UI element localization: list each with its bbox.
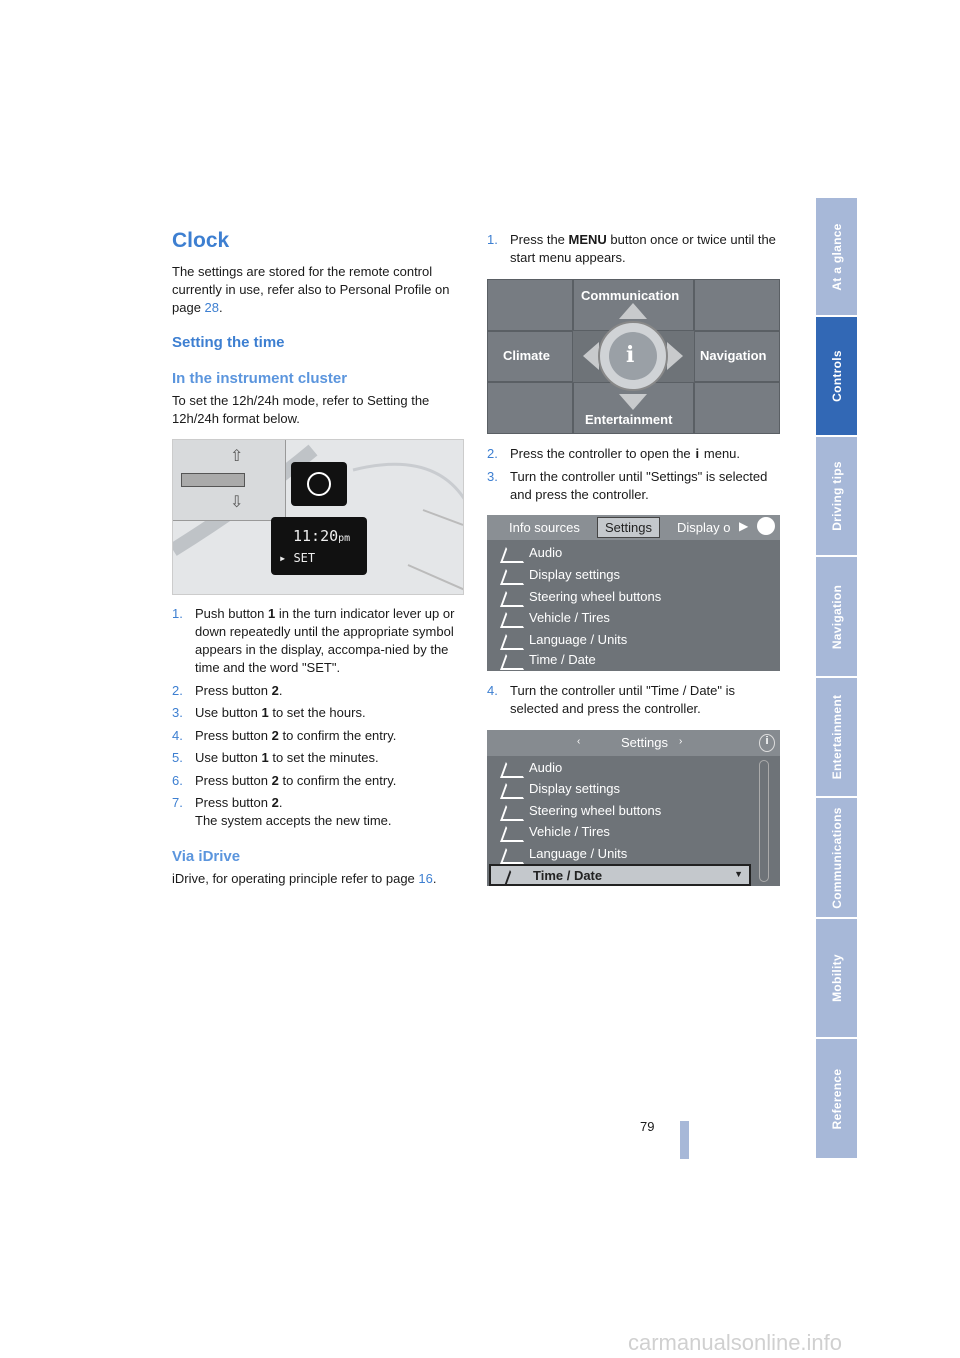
step-pre: Press the bbox=[510, 232, 569, 247]
step-key: 2 bbox=[271, 773, 279, 788]
communication-label: Communication bbox=[581, 288, 680, 303]
sidebar-label: Navigation bbox=[829, 584, 844, 649]
page-link[interactable]: 16 bbox=[418, 871, 433, 886]
clock-symbol-display bbox=[291, 462, 347, 506]
steering-wheel-icon bbox=[500, 591, 530, 607]
step-number: 4. bbox=[172, 728, 183, 743]
step-key: 2 bbox=[271, 728, 279, 743]
language-icon bbox=[500, 634, 530, 650]
step-text: Turn the controller until "Settings" is selected and press the controller. bbox=[510, 469, 768, 502]
info-icon: i bbox=[626, 342, 635, 368]
step-extra: The system accepts the new time. bbox=[195, 813, 392, 828]
step-number: 2. bbox=[487, 446, 498, 461]
page-title: Clock bbox=[172, 229, 230, 252]
step-text bbox=[195, 794, 392, 830]
tab-settings[interactable]: Settings bbox=[597, 517, 660, 538]
list-item-vehicle-tires[interactable] bbox=[487, 608, 780, 630]
tab-info-sources[interactable]: Info sources bbox=[509, 520, 580, 535]
display-icon bbox=[500, 569, 530, 585]
time-value: 11:20 bbox=[293, 527, 339, 545]
page-number: 79 bbox=[640, 1119, 655, 1134]
clock-icon bbox=[500, 654, 530, 670]
vehicle-icon bbox=[500, 612, 530, 628]
item-label: Display settings bbox=[529, 567, 621, 582]
step-5 bbox=[172, 749, 464, 767]
audio-icon bbox=[500, 762, 530, 778]
list-item-steering-wheel-buttons[interactable] bbox=[487, 801, 780, 823]
step-7 bbox=[172, 794, 464, 830]
intro-end: . bbox=[219, 300, 223, 315]
step-4 bbox=[172, 727, 464, 745]
subsection-heading-idrive: Via iDrive bbox=[172, 848, 241, 865]
clock-icon bbox=[307, 472, 331, 496]
list-item-vehicle-tires[interactable] bbox=[487, 822, 780, 844]
step-text bbox=[195, 605, 463, 677]
list-item-language-units[interactable] bbox=[487, 844, 780, 866]
navigation-label: Navigation bbox=[700, 348, 767, 363]
intro-text: The settings are stored for the remote control currently in use, refer also to Personal Profile on page bbox=[172, 264, 450, 315]
item-label: Time / Date bbox=[533, 868, 603, 883]
step-key: 1 bbox=[268, 606, 276, 621]
right-step-2 bbox=[487, 445, 782, 463]
step-number: 1. bbox=[487, 232, 498, 247]
set-label: SET bbox=[293, 551, 316, 565]
idrive-intro-end: . bbox=[432, 871, 437, 886]
step-number: 4. bbox=[487, 683, 498, 698]
step-pre: Use button bbox=[195, 705, 262, 720]
steering-wheel-icon bbox=[500, 805, 530, 821]
sidebar-tab-reference[interactable] bbox=[816, 1039, 857, 1160]
sidebar-label: At a glance bbox=[829, 222, 844, 291]
step-number: 3. bbox=[487, 469, 498, 484]
step-text bbox=[195, 749, 379, 767]
info-menu-icon: i bbox=[695, 446, 700, 461]
step-post: menu. bbox=[700, 446, 741, 461]
step-number: 3. bbox=[172, 705, 183, 720]
subsection-heading: In the instrument cluster bbox=[172, 370, 348, 387]
step-text bbox=[195, 682, 282, 700]
cluster-intro: To set the 12h/24h mode, refer to Setting the 12h/24h format below. bbox=[172, 393, 430, 426]
step-pre: Press button bbox=[195, 795, 272, 810]
idrive-intro bbox=[172, 870, 467, 888]
ampm-value: pm bbox=[338, 533, 351, 544]
step-number: 5. bbox=[172, 750, 183, 765]
arrow-up-icon: ⇧ bbox=[230, 448, 244, 465]
list-item-audio[interactable] bbox=[487, 543, 780, 565]
step-number: 2. bbox=[172, 683, 183, 698]
list-item-display-settings[interactable] bbox=[487, 779, 780, 801]
language-icon bbox=[500, 848, 530, 864]
time-display bbox=[271, 517, 367, 575]
step-post: in the turn indicator lever up or down repeatedly until the appropriate symbol appears in the display, accompa-nied by the time and the word "SET". bbox=[195, 606, 455, 675]
step-3 bbox=[172, 704, 464, 722]
list-item-display-settings[interactable] bbox=[487, 565, 780, 587]
step-post: to confirm the entry. bbox=[278, 728, 397, 743]
right-step-1 bbox=[487, 231, 782, 267]
step-text bbox=[195, 727, 396, 745]
step-pre: Push button bbox=[195, 606, 268, 621]
vehicle-icon bbox=[500, 826, 530, 842]
tab-display[interactable]: Display o bbox=[677, 520, 731, 535]
sidebar-label: Controls bbox=[829, 350, 844, 402]
settings-menu-screen bbox=[487, 730, 780, 886]
step-text: Turn the controller until "Time / Date" is selected and press the controller. bbox=[510, 683, 736, 716]
time-readout bbox=[293, 527, 350, 545]
set-readout: ▸ SET bbox=[279, 551, 316, 565]
sidebar-label: Entertainment bbox=[829, 694, 844, 780]
sidebar-tab-communications[interactable] bbox=[816, 798, 857, 919]
item-label: Vehicle / Tires bbox=[529, 824, 610, 839]
item-label: Steering wheel buttons bbox=[529, 803, 662, 818]
climate-label: Climate bbox=[503, 348, 550, 363]
arrow-down-icon: ⇩ bbox=[230, 494, 244, 511]
page-link[interactable]: 28 bbox=[204, 300, 220, 315]
scroll-down-icon: ▼ bbox=[734, 869, 743, 879]
header-right-arrow-icon[interactable]: › bbox=[679, 736, 683, 747]
lever-inset bbox=[173, 440, 286, 521]
list-item-time-date-selected[interactable] bbox=[489, 864, 751, 886]
item-label: Display settings bbox=[529, 781, 621, 796]
item-label: Steering wheel buttons bbox=[529, 589, 662, 604]
menu-key: MENU bbox=[568, 232, 607, 247]
settings-title: Settings bbox=[621, 735, 668, 750]
sidebar-tab-at-a-glance[interactable] bbox=[816, 198, 857, 317]
item-label: Language / Units bbox=[529, 846, 628, 861]
audio-icon bbox=[500, 547, 530, 563]
start-menu-screen bbox=[487, 279, 780, 434]
turn-indicator-lever bbox=[181, 473, 245, 487]
right-step-4 bbox=[487, 682, 782, 718]
header-left-arrow-icon[interactable]: ‹ bbox=[577, 736, 581, 747]
sidebar-label: Reference bbox=[829, 1068, 844, 1129]
list-item-time-date[interactable] bbox=[487, 650, 780, 671]
display-icon bbox=[500, 783, 530, 799]
step-post: to set the minutes. bbox=[268, 750, 379, 765]
step-pre: Press button bbox=[195, 683, 272, 698]
step-post: button once or twice until the start menu appears. bbox=[510, 232, 776, 265]
right-step-3 bbox=[487, 468, 782, 504]
intro-paragraph bbox=[172, 263, 467, 317]
sidebar-tab-mobility[interactable] bbox=[816, 919, 857, 1039]
sidebar-label: Communications bbox=[829, 806, 844, 909]
clock-icon bbox=[504, 870, 534, 886]
list-item-language-units[interactable] bbox=[487, 630, 780, 652]
step-pre: Press button bbox=[195, 773, 272, 788]
step-pre: Use button bbox=[195, 750, 262, 765]
list-item-audio[interactable] bbox=[487, 758, 780, 780]
step-1 bbox=[172, 605, 464, 677]
sidebar-tab-navigation[interactable] bbox=[816, 557, 857, 678]
sidebar-tab-driving-tips[interactable] bbox=[816, 437, 857, 557]
sidebar-tab-controls[interactable] bbox=[816, 317, 857, 437]
step-text bbox=[510, 231, 782, 267]
watermark: carmanualsonline.info bbox=[628, 1330, 843, 1355]
sidebar-label: Mobility bbox=[829, 954, 844, 1002]
settings-tab-screen bbox=[487, 515, 780, 671]
controller-icon bbox=[757, 517, 775, 535]
step-post: . bbox=[278, 795, 283, 810]
item-label: Vehicle / Tires bbox=[529, 610, 610, 625]
step-post: to confirm the entry. bbox=[278, 773, 397, 788]
item-label: Audio bbox=[529, 545, 563, 560]
item-label: Language / Units bbox=[529, 632, 628, 647]
page-number-bar bbox=[680, 1121, 689, 1159]
sidebar-label: Driving tips bbox=[829, 461, 844, 531]
sidebar-tab-entertainment[interactable] bbox=[816, 678, 857, 798]
step-key: 2 bbox=[271, 683, 279, 698]
step-text bbox=[195, 772, 396, 790]
idrive-intro-text: iDrive, for operating principle refer to page bbox=[172, 871, 419, 886]
step-post: . bbox=[278, 683, 283, 698]
step-text bbox=[195, 704, 366, 722]
step-pre: Press button bbox=[195, 728, 272, 743]
step-key: 2 bbox=[271, 795, 279, 810]
scroll-right-icon[interactable]: ▶ bbox=[739, 519, 749, 533]
step-key: 1 bbox=[261, 750, 269, 765]
info-icon: i bbox=[759, 734, 775, 752]
step-number: 7. bbox=[172, 795, 183, 810]
step-2 bbox=[172, 682, 464, 700]
section-heading: Setting the time bbox=[172, 334, 285, 351]
item-label: Time / Date bbox=[529, 652, 596, 667]
step-text bbox=[510, 445, 740, 463]
entertainment-label: Entertainment bbox=[585, 412, 673, 427]
step-number: 1. bbox=[172, 606, 183, 621]
step-pre: Press the controller to open the bbox=[510, 446, 695, 461]
item-label: Audio bbox=[529, 760, 563, 775]
step-key: 1 bbox=[261, 705, 269, 720]
step-number: 6. bbox=[172, 773, 183, 788]
step-6 bbox=[172, 772, 464, 790]
step-post: to set the hours. bbox=[268, 705, 366, 720]
instrument-cluster-image bbox=[172, 439, 464, 595]
list-item-steering-wheel-buttons[interactable] bbox=[487, 587, 780, 609]
